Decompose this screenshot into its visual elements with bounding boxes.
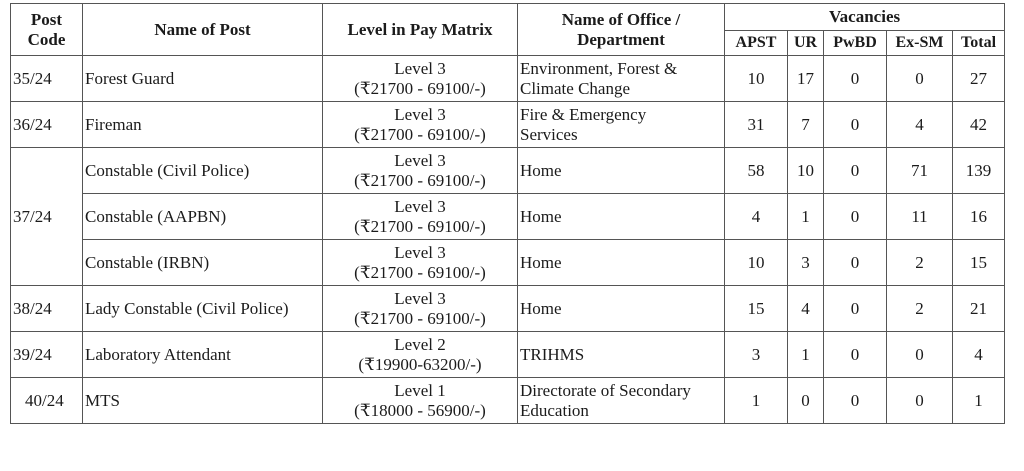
pay-level-cell: Level 3 (₹21700 - 69100/-) [323,240,518,286]
department-cell: Fire & Emergency Services [518,102,725,148]
apst-cell: 15 [725,286,788,332]
post-name-cell: Laboratory Attendant [83,332,323,378]
pwbd-cell: 0 [824,378,887,424]
table-row [11,102,1005,148]
apst-cell: 4 [725,194,788,240]
department-cell: Home [518,148,725,194]
pay-level-cell: Level 3 (₹21700 - 69100/-) [323,56,518,102]
post-code-cell: 35/24 [11,56,83,102]
exsm-cell: 4 [887,102,953,148]
post-code-cell: 38/24 [11,286,83,332]
ur-cell: 17 [788,56,824,102]
exsm-cell: 11 [887,194,953,240]
post-name-cell: Lady Constable (Civil Police) [83,286,323,332]
header-name-of-post: Name of Post [83,4,323,56]
ur-cell: 10 [788,148,824,194]
total-cell: 42 [953,102,1005,148]
post-code-cell: 40/24 [11,378,83,424]
header-pwbd: PwBD [824,31,887,56]
post-code-cell: 39/24 [11,332,83,378]
department-cell: Home [518,194,725,240]
department-cell: Home [518,240,725,286]
table-row [11,332,1005,378]
exsm-cell: 2 [887,240,953,286]
pay-level-cell: Level 3 (₹21700 - 69100/-) [323,102,518,148]
header-ur: UR [788,31,824,56]
pay-level-cell: Level 3 (₹21700 - 69100/-) [323,286,518,332]
exsm-cell: 2 [887,286,953,332]
pwbd-cell: 0 [824,240,887,286]
pwbd-cell: 0 [824,286,887,332]
table-row [11,378,1005,424]
total-cell: 139 [953,148,1005,194]
vacancy-table-wrapper [10,3,1005,424]
vacancy-table [10,3,1005,424]
post-name-cell: MTS [83,378,323,424]
header-office: Name of Office / Department [518,4,725,56]
post-name-cell: Constable (IRBN) [83,240,323,286]
pwbd-cell: 0 [824,148,887,194]
ur-cell: 7 [788,102,824,148]
total-cell: 21 [953,286,1005,332]
post-name-cell: Constable (AAPBN) [83,194,323,240]
department-cell: Home [518,286,725,332]
exsm-cell: 0 [887,378,953,424]
ur-cell: 1 [788,332,824,378]
table-row [11,240,1005,286]
post-name-cell: Fireman [83,102,323,148]
pwbd-cell: 0 [824,332,887,378]
header-total: Total [953,31,1005,56]
pwbd-cell: 0 [824,194,887,240]
total-cell: 1 [953,378,1005,424]
header-apst: APST [725,31,788,56]
pay-level-cell: Level 2 (₹19900-63200/-) [323,332,518,378]
exsm-cell: 71 [887,148,953,194]
table-row [11,148,1005,194]
pay-level-cell: Level 3 (₹21700 - 69100/-) [323,148,518,194]
table-row [11,56,1005,102]
exsm-cell: 0 [887,332,953,378]
exsm-cell: 0 [887,56,953,102]
apst-cell: 1 [725,378,788,424]
ur-cell: 0 [788,378,824,424]
header-exsm: Ex-SM [887,31,953,56]
table-row [11,286,1005,332]
apst-cell: 3 [725,332,788,378]
pwbd-cell: 0 [824,102,887,148]
header-post-code: Post Code [11,4,83,56]
total-cell: 15 [953,240,1005,286]
apst-cell: 58 [725,148,788,194]
apst-cell: 10 [725,56,788,102]
ur-cell: 4 [788,286,824,332]
ur-cell: 1 [788,194,824,240]
pay-level-cell: Level 3 (₹21700 - 69100/-) [323,194,518,240]
table-row [11,194,1005,240]
pay-level-cell: Level 1 (₹18000 - 56900/-) [323,378,518,424]
header-vacancies: Vacancies [725,4,1005,31]
post-name-cell: Forest Guard [83,56,323,102]
post-code-cell: 36/24 [11,102,83,148]
post-code-cell: 37/24 [11,148,83,286]
header-level: Level in Pay Matrix [323,4,518,56]
ur-cell: 3 [788,240,824,286]
apst-cell: 10 [725,240,788,286]
post-name-cell: Constable (Civil Police) [83,148,323,194]
pwbd-cell: 0 [824,56,887,102]
total-cell: 16 [953,194,1005,240]
apst-cell: 31 [725,102,788,148]
total-cell: 4 [953,332,1005,378]
department-cell: TRIHMS [518,332,725,378]
department-cell: Environment, Forest & Climate Change [518,56,725,102]
total-cell: 27 [953,56,1005,102]
department-cell: Directorate of Secondary Education [518,378,725,424]
